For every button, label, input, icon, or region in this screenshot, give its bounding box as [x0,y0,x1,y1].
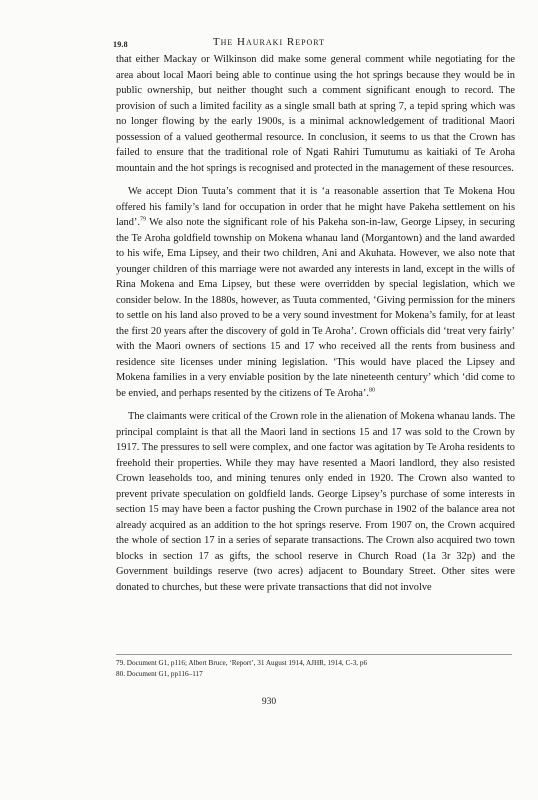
footnote-80: 80. Document G1, pp116–117 [116,670,203,678]
footnotes [116,654,515,680]
paragraph-2-part-1: We accept Dion Tuuta’s comment that it is ‘a reasonable assertion that Te Mokena Hou offered his family’s land for occupation in order that he might have Pakeha settlement on his land’. [116,186,515,228]
footnote-79: 79. Document G1, p116; Albert Bruce, ‘Report’, 31 August 1914, AJHR, 1914, C-3, p6 [116,659,368,667]
section-number: 19.8 [113,40,128,49]
footnote-ref-80: 80 [368,387,375,394]
footnote-ref-79: 79 [139,216,146,223]
page-number: 930 [261,697,277,707]
running-title: The Hauraki Report [212,36,326,48]
body-text [116,52,515,595]
page-header [0,30,538,50]
paragraph-1: that either Mackay or Wilkinson did make some general comment while negotiating for the area about local Maori being able to continue using the hot springs because they would be in public ownership, but neither thought such a comment significant enough to record. The provision of such a limited facility as a single small bath at spring 7, a tepid spring which was no longer flowing by the early 1900s, is a minimal acknowledgement of traditional Maori possession of a valued geothermal resource. In conclusion, it seems to us that the Crown has failed to ensure that the traditional role of Ngati Rahiri Tumutumu as kaitiaki of Te Aroha mountain and the hot springs is recognised and protected in the management of these resources. [116,54,515,174]
footnote-divider [116,654,512,655]
paragraph-2-part-2: We also note the significant role of his Pakeha son-in-law, George Lipsey, in securing the Te Aroha goldfield township on Mokena whanau land (Morgantown) and the land awarded to his wife, Ema Lipsey, and their two children, Ani and Akuhata. However, we also note that younger children of this marriage were not awarded any interests in land, except in the wills of Rina Mokena and Ema Lipsey, but these were overridden by special legislation, which we consider below. In the 1880s, however, as Tuuta commented, ‘Giving permission for the miners to settle on his land also proved to be a very sound investment for Mokena’s family, for at least the first 20 years after the discovery of gold in Te Aroha’. Crown officials did ‘treat very fairly’ with the Maori owners of sections 15 and 17 who received all the rents from business and residence site licenses under mining legislation. ‘This would have placed the Lipsey and Mokena families in a very enviable position by the late nineteenth century’ which ‘did come to be envied, and perhaps resented by the citizens of Te Aroha’. [116,217,515,399]
paragraph-3: The claimants were critical of the Crown role in the alienation of Mokena whanau lands. The principal complaint is that all the Maori land in sections 15 and 17 was sold to the Crown by 1917. The pressures to sell were complex, and one factor was agitation by Te Aroha residents to freehold their properties. While they may have resented a Maori landlord, they also resisted Crown leaseholds too, and mining tenures only ended in 1920. The Crown also wanted to prevent private speculation on goldfield lands. George Lipsey’s purchase of some interests in section 15 may have been a factor pushing the Crown purchase in 1902 of the balance area not already acquired as an addition to the hot springs reserve. From 1907 on, the Crown acquired the whole of section 17 in a series of separate transactions. The Crown also acquired two town blocks in section 17 as gifts, the school reserve in Church Road (1a 3r 32p) and the Government buildings reserve (two acres) adjacent to Boundary Street. Other sites were donated to churches, but these were private transactions that did not involve [116,411,516,593]
paragraph-2 [116,184,515,401]
